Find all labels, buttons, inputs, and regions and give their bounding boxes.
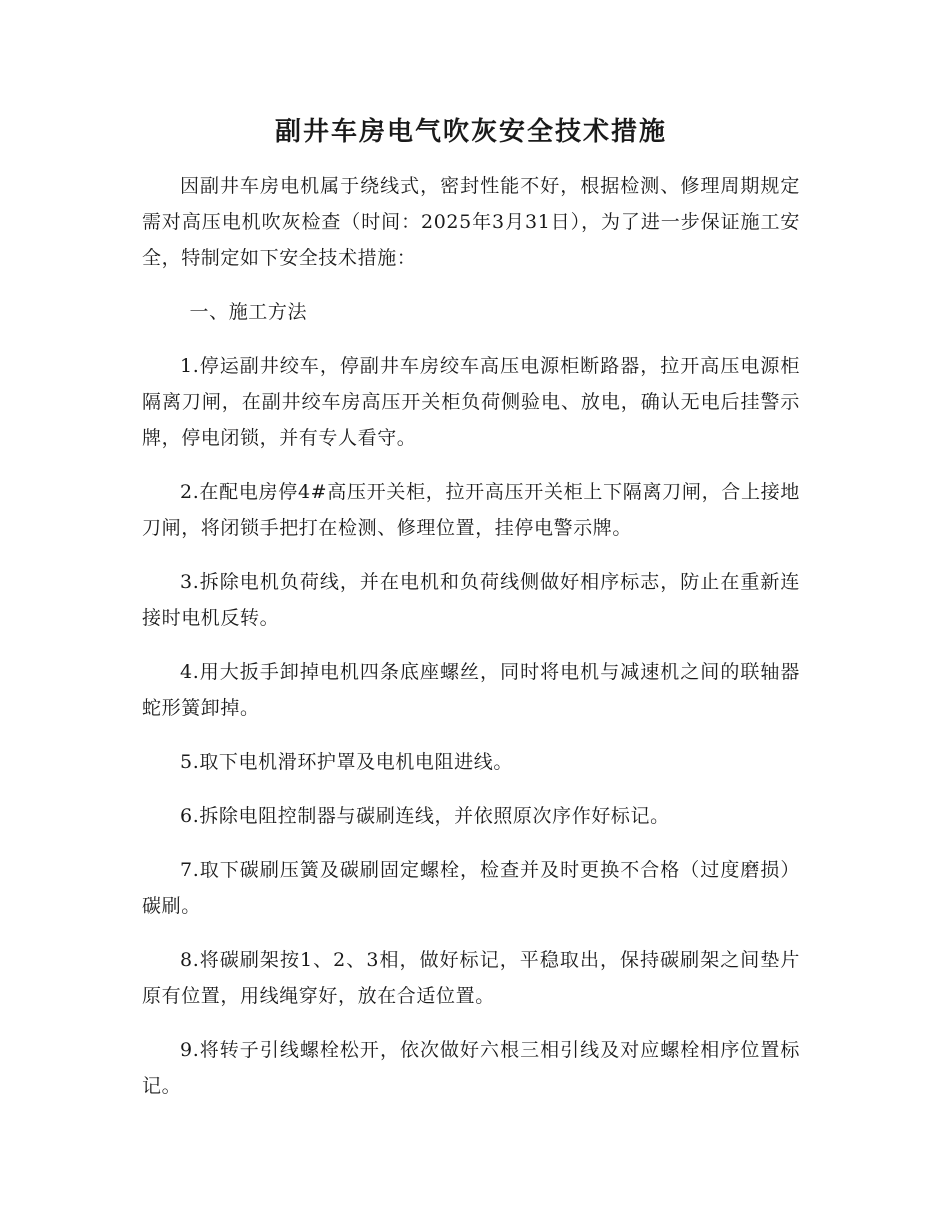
step-2: 2.在配电房停4#高压开关柜，拉开高压开关柜上下隔离刀闸，合上接地刀闸，将闭锁手把打在检测、修理位置，挂停电警示牌。 (142, 481, 800, 539)
step-4: 4.用大扳手卸掉电机四条底座螺丝，同时将电机与减速机之间的联轴器蛇形簧卸掉。 (142, 661, 800, 719)
step-1: 1.停运副井绞车，停副井车房绞车高压电源柜断路器，拉开高压电源柜隔离刀闸，在副井绞车房高压开关柜负荷侧验电、放电，确认无电后挂警示牌，停电闭锁，并有专人看守。 (142, 355, 800, 449)
step-8: 8.将碳刷架按1、2、3相，做好标记，平稳取出，保持碳刷架之间垫片原有位置，用线绳穿好，放在合适位置。 (142, 949, 800, 1007)
step-6: 6.拆除电阻控制器与碳刷连线，并依照原次序作好标记。 (180, 805, 670, 827)
intro-paragraph: 因副井车房电机属于绕线式，密封性能不好，根据检测、修理周期规定需对高压电机吹灰检查（时间：2025年3月31日），为了进一步保证施工安全，特制定如下安全技术措施： (142, 175, 800, 269)
step-5: 5.取下电机滑环护罩及电机电阻进线。 (180, 751, 513, 773)
section-heading: 一、施工方法 (189, 301, 308, 323)
step-3: 3.拆除电机负荷线，并在电机和负荷线侧做好相序标志，防止在重新连接时电机反转。 (142, 571, 800, 629)
document-title: 副井车房电气吹灰安全技术措施 (274, 117, 667, 147)
step-7: 7.取下碳刷压簧及碳刷固定螺栓，检查并及时更换不合格（过度磨损）碳刷。 (142, 859, 800, 917)
step-9: 9.将转子引线螺栓松开，依次做好六根三相引线及对应螺栓相序位置标记。 (142, 1039, 800, 1097)
